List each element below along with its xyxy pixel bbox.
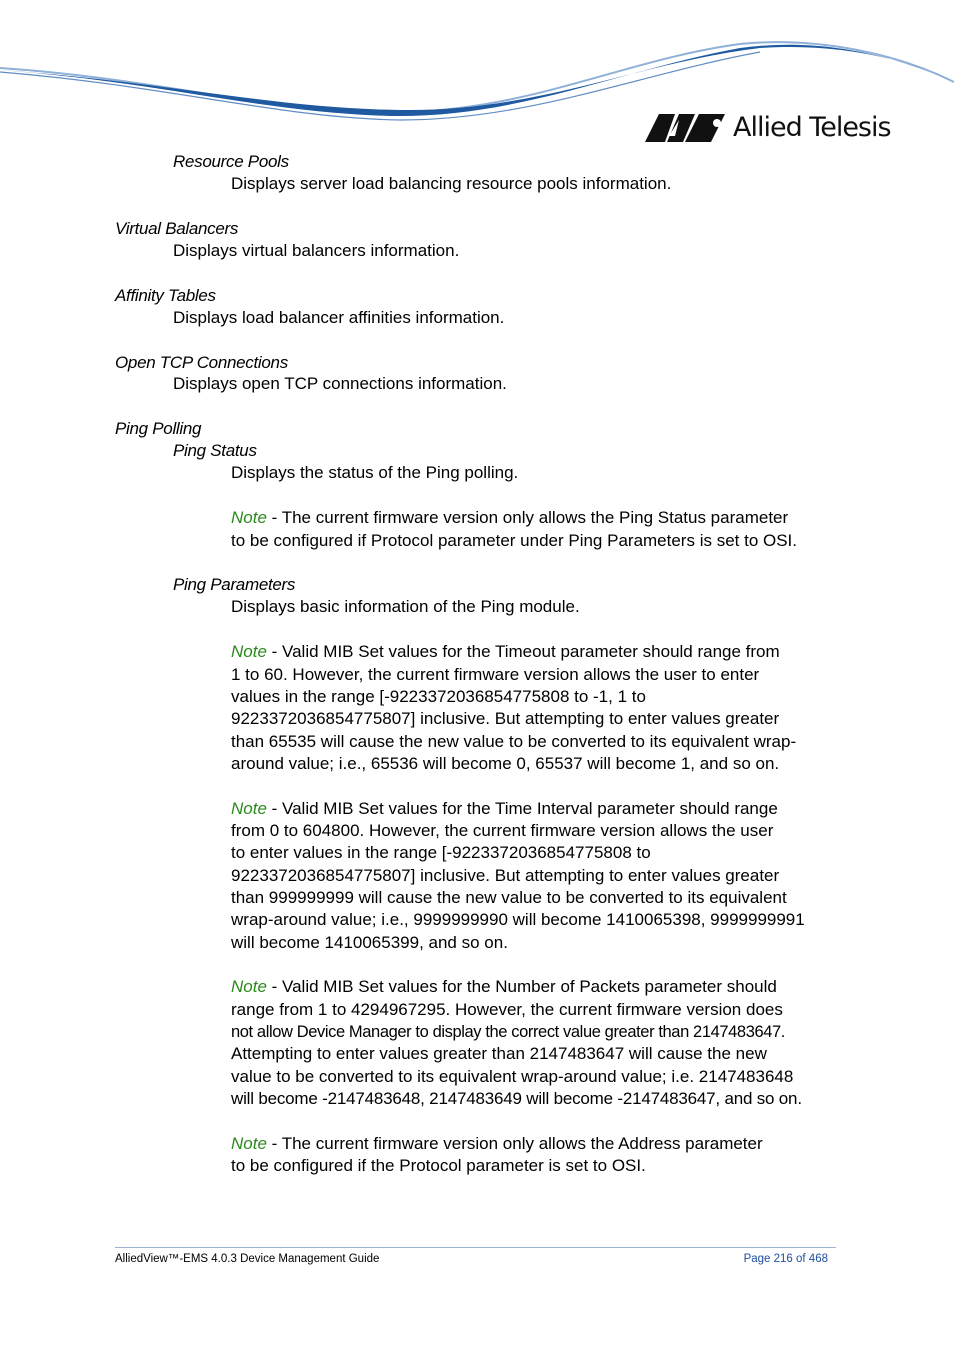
ping-parameters-description: Displays basic information of the Ping module. <box>231 597 580 616</box>
resource-pools-heading: Resource Pools <box>173 152 289 171</box>
note-line: wrap-around value; i.e., 9999999990 will become 1410065398, 9999999991 <box>231 910 805 929</box>
virtual-balancers-heading: Virtual Balancers <box>115 219 239 238</box>
note-line: than 65535 will cause the new value to be converted to its equivalent wrap- <box>231 732 797 751</box>
note-line: Attempting to enter values greater than 2147483647 will cause the new <box>231 1044 767 1063</box>
note-line: range from 1 to 4294967295. However, the current firmware version does <box>231 1000 783 1019</box>
note-line: will become -2147483648, 2147483649 will become -2147483647, and so on. <box>231 1089 802 1108</box>
note-line: value to be converted to its equivalent wrap-around value; i.e. 2147483648 <box>231 1067 794 1086</box>
affinity-tables-description: Displays load balancer affinities information. <box>173 308 505 327</box>
note-line: 1 to 60. However, the current firmware version allows the user to enter <box>231 665 760 684</box>
note-label: Note <box>231 799 267 818</box>
resource-pools-description: Displays server load balancing resource pools information. <box>231 174 672 193</box>
virtual-balancers-description: Displays virtual balancers information. <box>173 241 460 260</box>
note-line: to be configured if Protocol parameter under Ping Parameters is set to OSI. <box>231 531 798 550</box>
allied-telesis-logo-mark-icon <box>645 114 727 144</box>
note-label: Note <box>231 642 267 661</box>
affinity-tables-heading: Affinity Tables <box>115 286 216 305</box>
note-line: will become 1410065399, and so on. <box>231 933 508 952</box>
note-line: not allow Device Manager to display the correct value greater than 2147483647. <box>231 1023 785 1041</box>
note-line: Note - Valid MIB Set values for the Number of Packets parameter should <box>231 977 777 996</box>
ping-status-description: Displays the status of the Ping polling. <box>231 463 519 482</box>
note-line: Note - Valid MIB Set values for the Timeout parameter should range from <box>231 642 780 661</box>
note-label: Note <box>231 977 267 996</box>
note-line: to enter values in the range [-9223372036854775808 to <box>231 843 651 862</box>
note-line: from 0 to 604800. However, the current firmware version allows the user <box>231 821 774 840</box>
ping-polling-heading: Ping Polling <box>115 419 202 438</box>
note-line: around value; i.e., 65536 will become 0, 65537 will become 1, and so on. <box>231 754 780 773</box>
logo-text: Allied Telesis <box>733 112 891 143</box>
note-line: 9223372036854775807] inclusive. But attempting to enter values greater <box>231 866 780 885</box>
note-line: values in the range [-9223372036854775808 to -1, 1 to <box>231 687 646 706</box>
ping-parameters-heading: Ping Parameters <box>173 575 296 594</box>
note-label: Note <box>231 508 267 527</box>
open-tcp-description: Displays open TCP connections information. <box>173 374 507 393</box>
open-tcp-heading: Open TCP Connections <box>115 353 288 372</box>
footer-page-number: Page 216 of 468 <box>743 1253 828 1265</box>
note-line: than 999999999 will cause the new value to be converted to its equivalent <box>231 888 787 907</box>
footer-divider <box>115 1247 836 1248</box>
note-line: Note - Valid MIB Set values for the Time Interval parameter should range <box>231 799 778 818</box>
footer-document-title: AlliedView™-EMS 4.0.3 Device Management Guide <box>115 1253 380 1265</box>
ping-status-heading: Ping Status <box>173 441 257 460</box>
note-line: to be configured if the Protocol parameter is set to OSI. <box>231 1156 646 1175</box>
note-line: 9223372036854775807] inclusive. But attempting to enter values greater <box>231 709 780 728</box>
note-line: Note - The current firmware version only allows the Ping Status parameter <box>231 508 789 527</box>
note-label: Note <box>231 1134 267 1153</box>
allied-telesis-logo <box>645 110 905 146</box>
note-line: Note - The current firmware version only allows the Address parameter <box>231 1134 763 1153</box>
